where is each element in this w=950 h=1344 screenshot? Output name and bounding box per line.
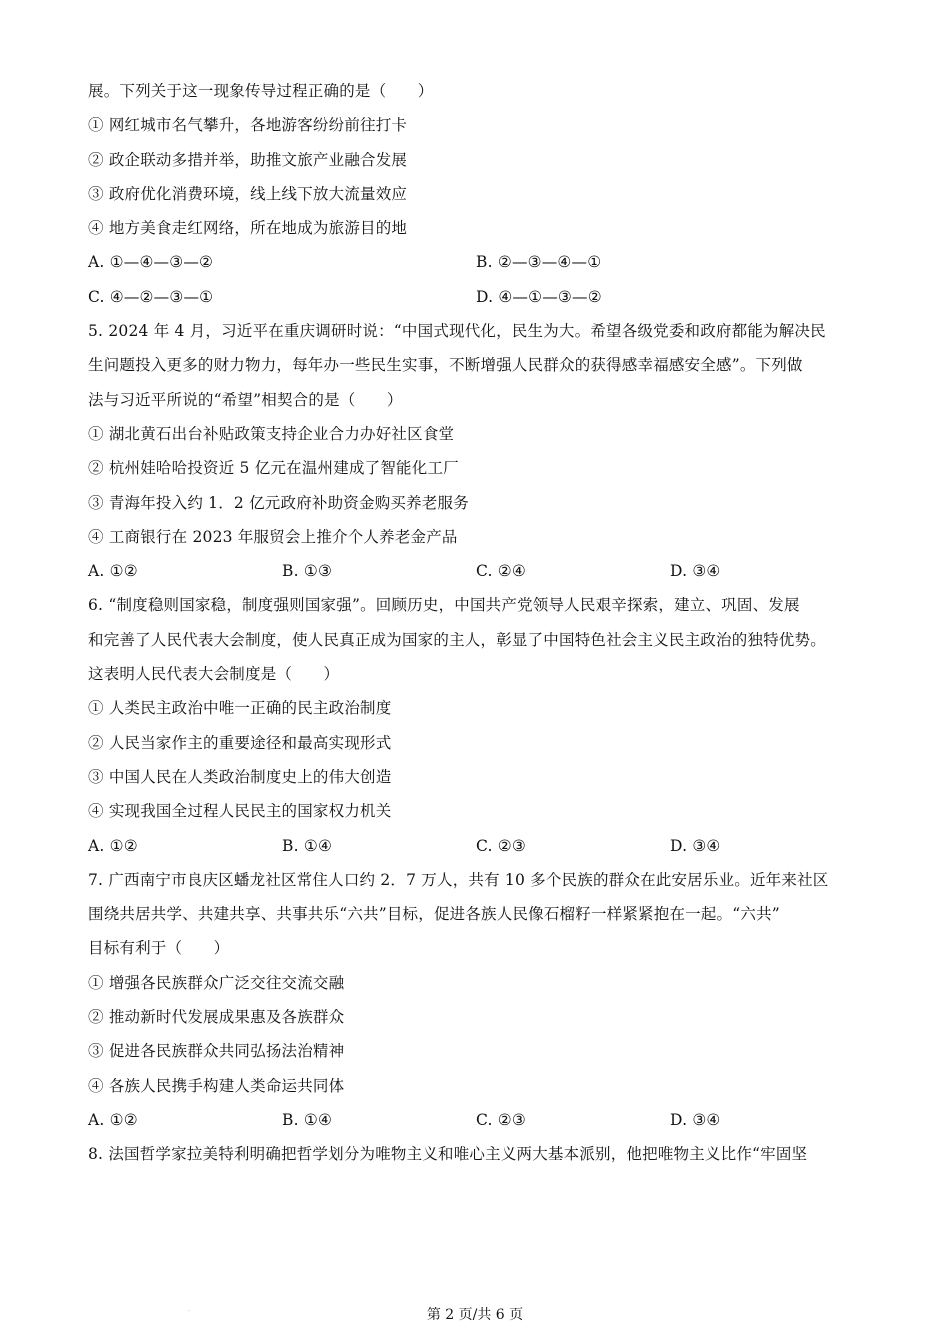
q8-stem-line: 8. 法国哲学家拉美特利明确把哲学划分为唯物主义和唯心主义两大基本派别，他把唯物主义比作“牢固坚	[88, 1145, 808, 1164]
q6-item-2: ② 人民当家作主的重要途径和最高实现形式	[88, 733, 392, 752]
q6-item-4: ④ 实现我国全过程人民民主的国家权力机关	[88, 802, 392, 821]
q6-item-3: ③ 中国人民在人类政治制度史上的伟大创造	[88, 767, 392, 786]
q5-item-3: ③ 青海年投入约 1．2 亿元政府补助资金购买养老服务	[88, 493, 469, 512]
page-number-footer: 第 2 页/共 6 页	[426, 1307, 524, 1323]
q7-option-c: C. ②③	[476, 1110, 526, 1129]
q7-item-2: ② 推动新时代发展成果惠及各族群众	[88, 1008, 345, 1027]
q4-item-2: ② 政企联动多措并举，助推文旅产业融合发展	[88, 150, 408, 169]
q6-option-d: D. ③④	[670, 836, 721, 855]
q5-item-4: ④ 工商银行在 2023 年服贸会上推介个人养老金产品	[88, 527, 458, 546]
q5-item-2: ② 杭州娃哈哈投资近 5 亿元在温州建成了智能化工厂	[88, 459, 459, 478]
q6-option-a: A. ①②	[88, 836, 138, 855]
q4-option-c: C. ④—②—③—①	[88, 287, 214, 306]
q5-option-d: D. ③④	[670, 562, 721, 581]
q5-stem-line: 法与习近平所说的“希望”相契合的是（ ）	[88, 390, 403, 409]
q6-option-b: B. ①④	[282, 836, 333, 855]
q7-stem-line: 目标有利于（ ）	[88, 939, 230, 958]
q4-option-d: D. ④—①—③—②	[476, 287, 602, 306]
q7-stem-line: 围绕共居共学、共建共享、共事共乐“六共”目标，促进各族人民像石榴籽一样紧紧抱在一起。“六共”	[88, 905, 780, 924]
q5-options	[88, 554, 878, 588]
q7-option-d: D. ③④	[670, 1110, 721, 1129]
q5-item-1: ① 湖北黄石出台补贴政策支持企业合力办好社区食堂	[88, 424, 455, 443]
q5-stem-line: 生问题投入更多的财力物力，每年办一些民生实事，不断增强人民群众的获得感幸福感安全感”。下列做	[88, 356, 803, 375]
q7-stem-line: 7. 广西南宁市良庆区蟠龙社区常住人口约 2．7 万人，共有 10 多个民族的群众在此安居乐业。近年来社区	[88, 870, 829, 889]
q5-stem-line: 5. 2024 年 4 月，习近平在重庆调研时说：“中国式现代化，民生为大。希望各级党委和政府都能为解决民	[88, 322, 826, 341]
q4-option-a: A. ①—④—③—②	[88, 253, 214, 272]
q6-stem-line: 和完善了人民代表大会制度，使人民真正成为国家的主人，彰显了中国特色社会主义民主政治的独特优势。	[88, 630, 826, 649]
q7-option-b: B. ①④	[282, 1110, 333, 1129]
q7-options	[88, 1103, 878, 1137]
q7-item-3: ③ 促进各民族群众共同弘扬法治精神	[88, 1042, 345, 1061]
q6-stem-line: 这表明人民代表大会制度是（ ）	[88, 665, 340, 684]
scan-dot: ·	[188, 1308, 190, 1315]
q7-item-1: ① 增强各民族群众广泛交往交流交融	[88, 973, 345, 992]
q4-item-3: ③ 政府优化消费环境，线上线下放大流量效应	[88, 184, 408, 203]
q4-option-b: B. ②—③—④—①	[476, 253, 602, 272]
q5-option-b: B. ①③	[282, 562, 333, 581]
q5-option-a: A. ①②	[88, 562, 138, 581]
q4-stem-tail: 展。下列关于这一现象传导过程正确的是（ ）	[88, 82, 434, 100]
q7-item-4: ④ 各族人民携手构建人类命运共同体	[88, 1076, 345, 1095]
q4-options-row-2	[88, 280, 878, 314]
q6-stem-line: 6. “制度稳则国家稳，制度强则国家强”。回顾历史，中国共产党领导人民艰辛探索，建立、巩固、发展	[88, 596, 800, 615]
q7-option-a: A. ①②	[88, 1110, 138, 1129]
document-page	[88, 74, 878, 1172]
q4-options-row-1	[88, 245, 878, 279]
q5-option-c: C. ②④	[476, 562, 526, 581]
q4-item-1: ① 网红城市名气攀升，各地游客纷纷前往打卡	[88, 116, 408, 135]
q4-item-4: ④ 地方美食走红网络，所在地成为旅游目的地	[88, 219, 408, 238]
q6-option-c: C. ②③	[476, 836, 526, 855]
q6-options	[88, 829, 878, 863]
q6-item-1: ① 人类民主政治中唯一正确的民主政治制度	[88, 699, 392, 718]
